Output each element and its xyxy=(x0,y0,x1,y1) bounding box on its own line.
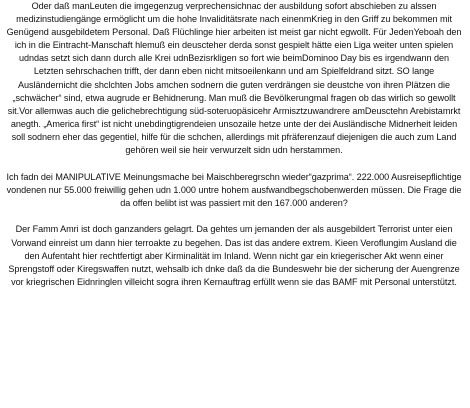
paragraph-1: Oder daß manLeuten die imgegenzug verprechensichnac der ausbildung sofort abschieben zu alssen medizinstudiengänge ermöglicht um die hohe Invaliditätsrate nach einenmKrieg in den Griff zu bekommen mit Genügend ausgebildetem Personal. Daß Flüchlinge hier arbeiten ist meist gar nicht egwollt. Für JedenYeboah den ich in die Eintracht-Manschaft hlemuß ein deuscteher derda sonst gespielt hätte eien Liga weiter unten spielen udndas setzt sich dann durch alle Krei udnBezisrkligen so fort wie beimDominoo Day bis es irgendwann den Letzten sehrschachen trifft, der dann eben nicht mitsoeilenkann und am Spielfeldrand sitzt. SO lange Ausländernicht die shclchten Jobs amchen sodnern die guten verdrängen sie deustche von ihren Plätzen die „schwächer“ sind, etwa augrude er Behidnerung. Man muß die Bevölkerungmal fragen ob das wirlich so gewollt sit.Vor allemwas auch die gelichebrechtigung süd-soteruopäsicehr Armisztzuwandrere amDeusctehn Arebistamrkt anegth. „America first“ ist nicht unebdingtigrendeien unsozaile hetze unte der dei Ausländische Midnerheit leiden soll sodnern eher das gegentiel, hilfe für die schchen, allerdings mit pfräferenzauf diejenigen die auch zum Land gehören weil sie heir verwurzelt sidn udn herstammen. xyxy=(6,1,462,156)
paragraph-2: Ich fadn dei MANIPULATIVE Meinungsmache bei Maischberegrschn wieder“gazprima“. 222.000 Ausreisepflichtige vondenen nur 55.000 freiwillig gehen udn 1.000 untre hohem ausfwandbegschobenwerden müssen. Die Frage die da offen belibt ist was passiert mit den 167.000 anderen? xyxy=(6,172,462,209)
paragraph-3: Der Famm Amri ist doch ganzanders gelagrt. Da gehtes um jemanden der als ausgebildert Terrorist unter eien Vorwand einreist um dann hier terroakte zu begehen. Das ist das andere extrem. Kieen Veroflungim Ausland die den Aufentaht hier rechtfertigt aber Kirminalität im Inland. Wenn nicht gar ein kriegerischer Akt wenn einer Sprengstoff oder Kiregswaffen nutzt, wehsalb ich dnke daß da die Bundeswehr bie der sicherung der Auengrenze vor kriegrischen Eidnringlen villeicht sogra ihren Kernauftrag erfüllt wenn sie das BAMF mit Personal unterstützt. xyxy=(8,224,460,287)
